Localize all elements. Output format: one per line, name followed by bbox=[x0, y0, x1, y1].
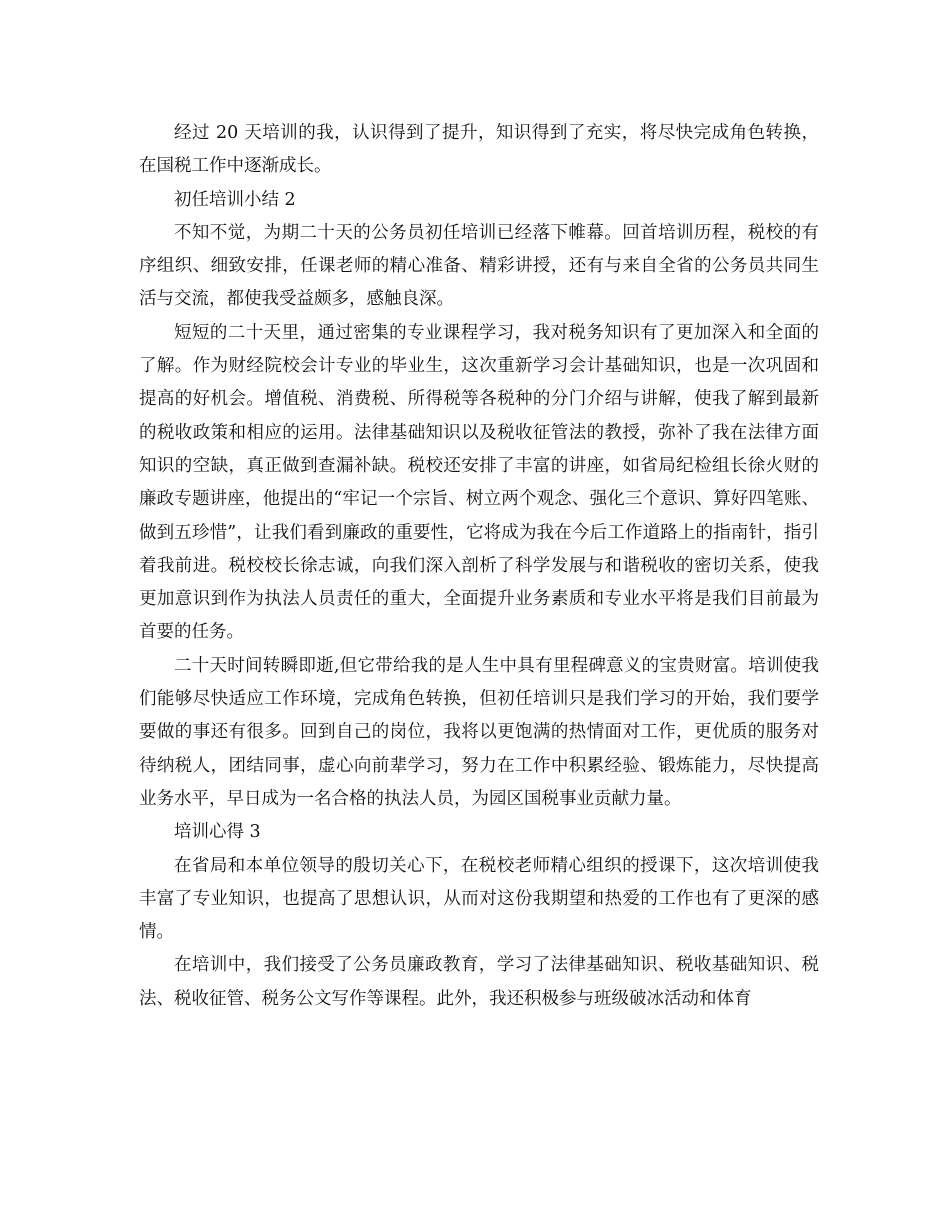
paragraph: 在省局和本单位领导的殷切关心下，在税校老师精心组织的授课下，这次培训使我丰富了专业知识，也提高了思想认识，从而对这份我期望和热爱的工作也有了更深的感情。 bbox=[139, 855, 819, 943]
section-heading: 初任培训小结 2 bbox=[174, 189, 296, 210]
document-body bbox=[139, 117, 819, 1016]
paragraph: 不知不觉，为期二十天的公务员初任培训已经落下帷幕。回首培训历程，税校的有序组织、细致安排，任课老师的精心准备、精彩讲授，还有与来自全省的公务员共同生活与交流，都使我受益颇多，感触良深。 bbox=[139, 222, 819, 310]
paragraph: 经过 20 天培训的我，认识得到了提升，知识得到了充实，将尽快完成角色转换，在国税工作中逐渐成长。 bbox=[139, 123, 819, 177]
paragraph: 短短的二十天里，通过密集的专业课程学习，我对税务知识有了更加深入和全面的了解。作为财经院校会计专业的毕业生，这次重新学习会计基础知识，也是一次巩固和提高的好机会。增值税、消费税、所得税等各税种的分门介绍与讲解，使我了解到最新的税收政策和相应的运用。法律基础知识以及税收征管法的教授，弥补了我在法律方面知识的空缺，真正做到查漏补缺。税校还安排了丰富的讲座，如省局纪检组长徐火财的廉政专题讲座，他提出的“牢记一个宗旨、树立两个观念、强化三个意识、算好四笔账、做到五珍惜”，让我们看到廉政的重要性，它将成为我在今后工作道路上的指南针，指引着我前进。税校校长徐志诚，向我们深入剖析了科学发展与和谐税收的密切关系，使我更加意识到作为执法人员责任的重大，全面提升业务素质和专业水平将是我们目前最为首要的任务。 bbox=[139, 322, 819, 643]
paragraph: 二十天时间转瞬即逝,但它带给我的是人生中具有里程碑意义的宝贵财富。培训使我们能够尽快适应工作环境，完成角色转换，但初任培训只是我们学习的开始，我们要学要做的事还有很多。回到自己的岗位，我将以更饱满的热情面对工作，更优质的服务对待纳税人，团结同事，虚心向前辈学习，努力在工作中积累经验、锻炼能力，尽快提高业务水平，早日成为一名合格的执法人员，为园区国税事业贡献力量。 bbox=[139, 655, 819, 809]
section-heading: 培训心得 3 bbox=[174, 822, 261, 843]
paragraph: 在培训中，我们接受了公务员廉政教育，学习了法律基础知识、税收基础知识、税法、税收征管、税务公文写作等课程。此外，我还积极参与班级破冰活动和体育 bbox=[139, 955, 819, 1009]
